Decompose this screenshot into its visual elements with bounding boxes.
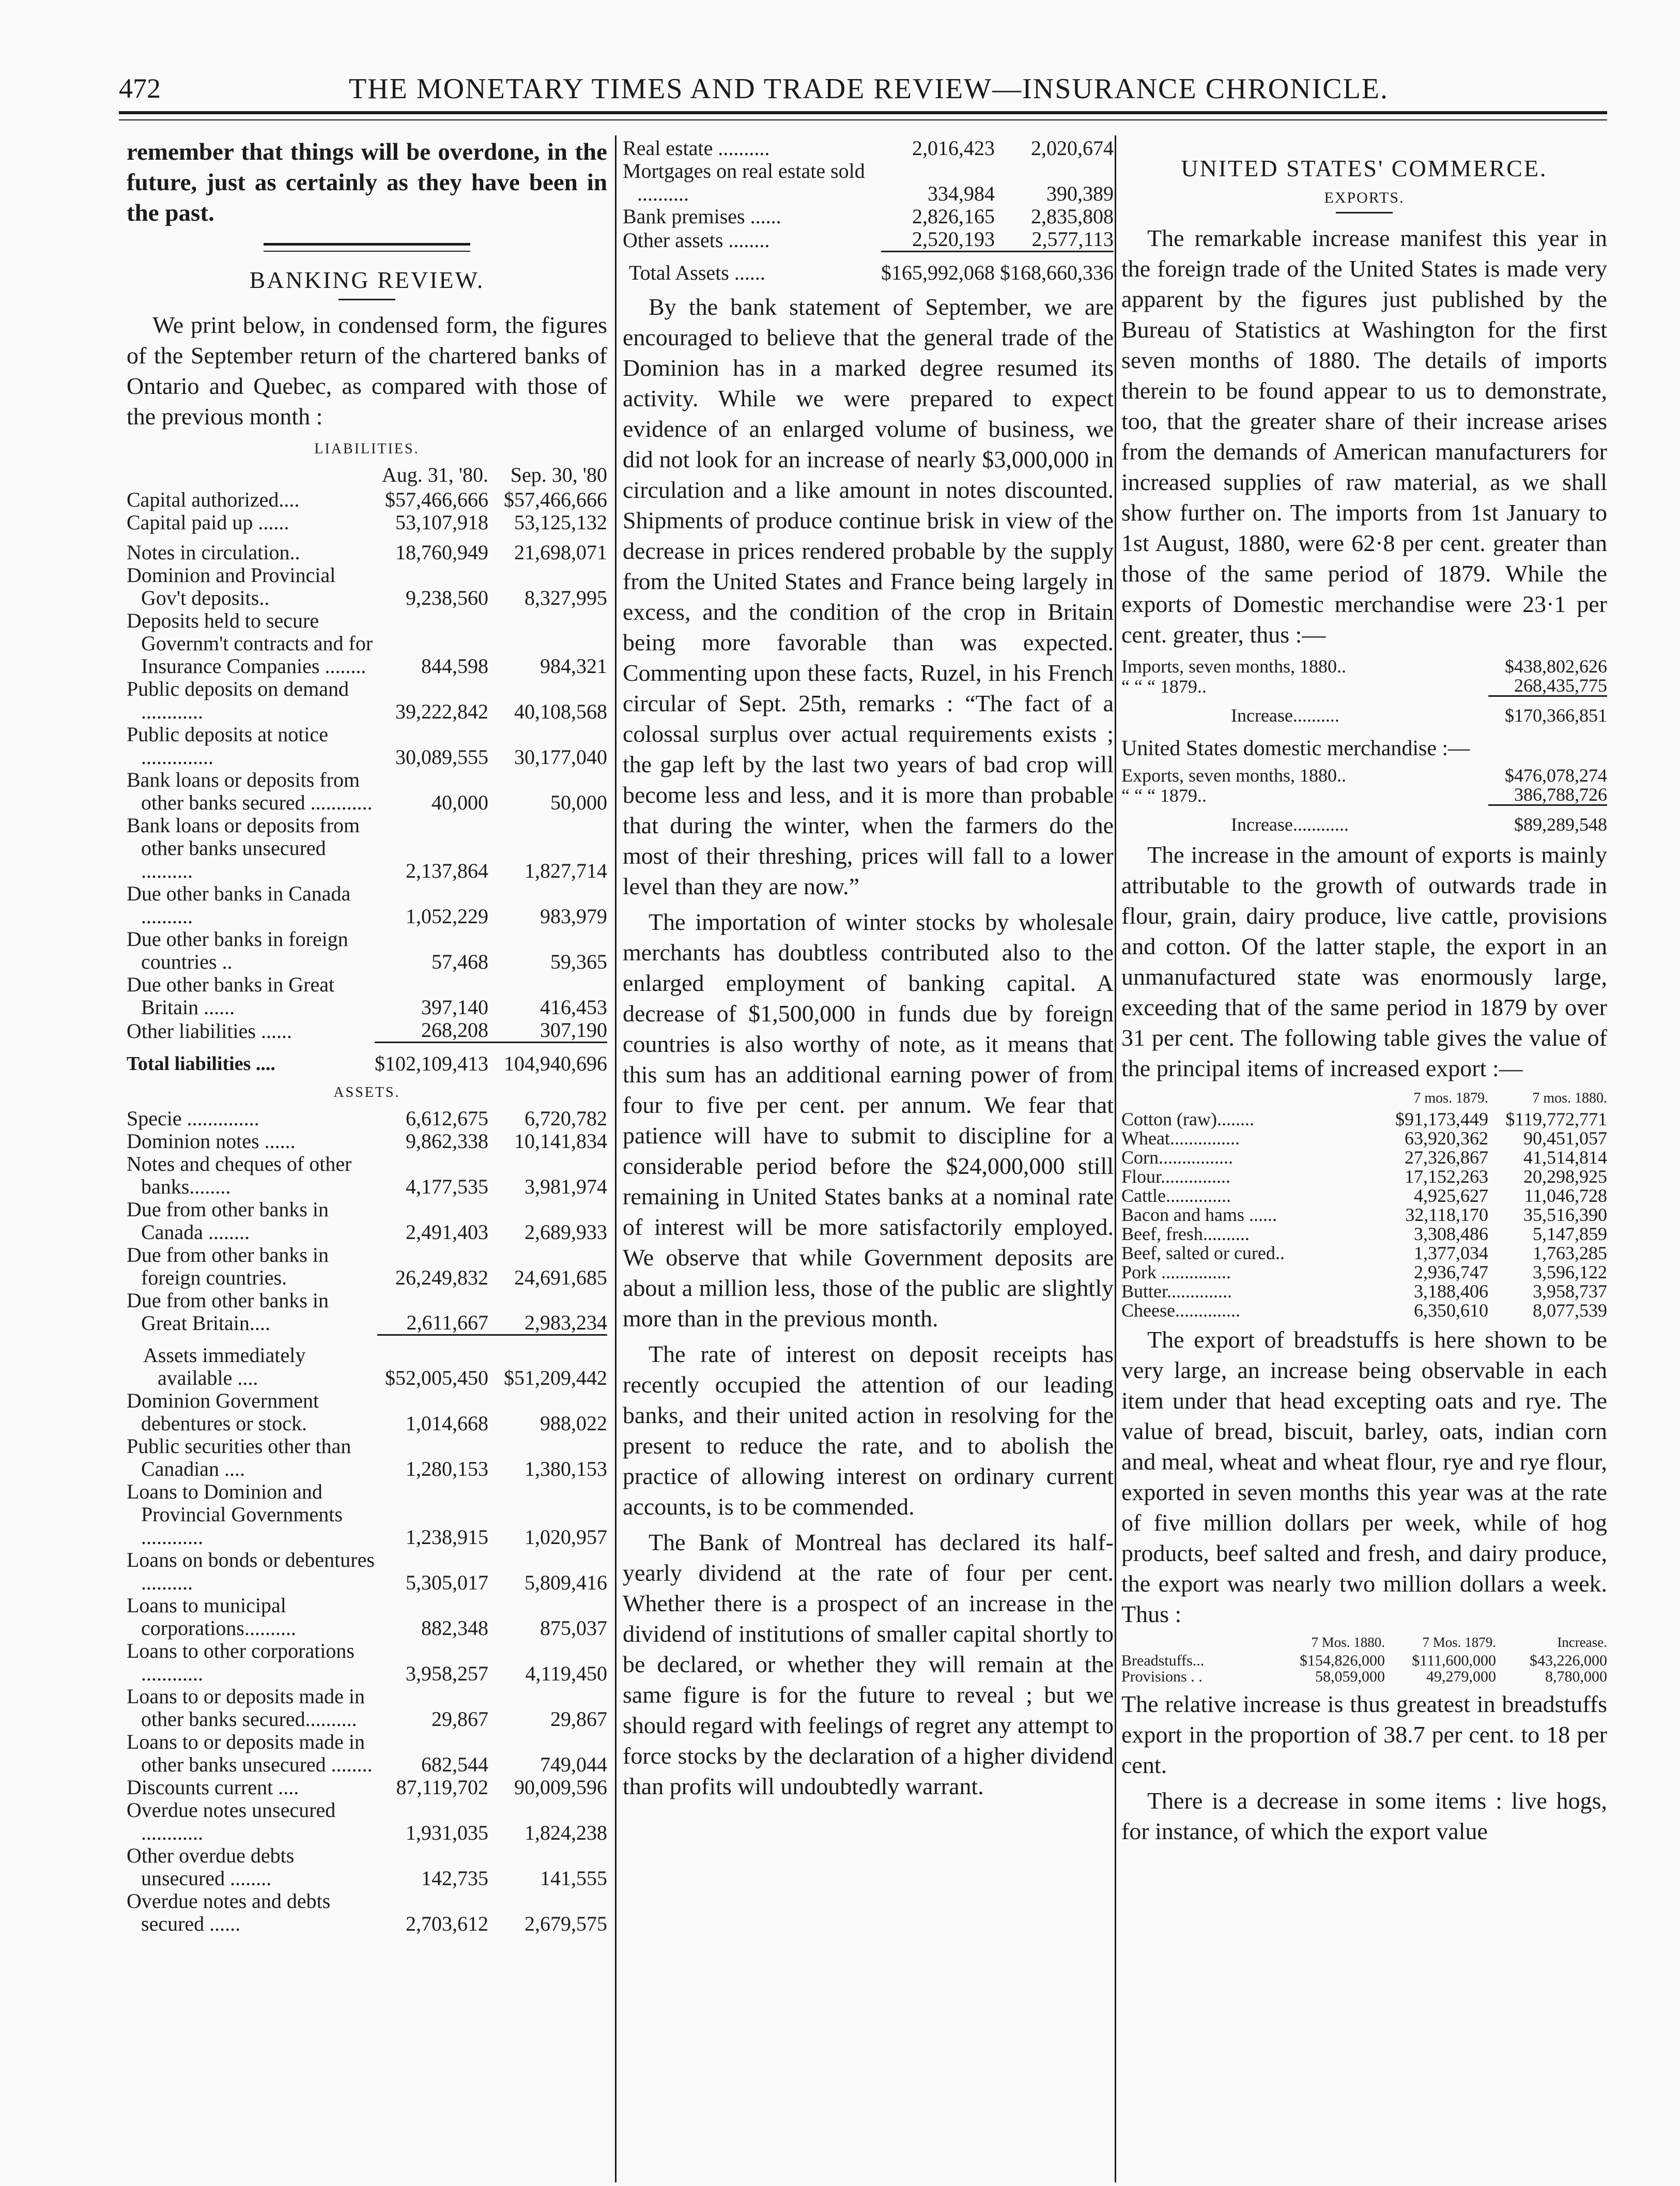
row-value: 8,327,995 (525, 586, 607, 609)
table-row (1121, 1301, 1607, 1320)
column-header: Aug. 31, '80. (381, 463, 488, 486)
row-value: 9,238,560 (406, 586, 488, 609)
row-value: 1,020,957 (525, 1525, 607, 1549)
row-label: Cotton (raw)........ (1121, 1109, 1254, 1129)
table-row (127, 1289, 607, 1335)
row-value: 24,691,685 (514, 1266, 607, 1289)
exports-rows (1121, 766, 1607, 805)
row-value: 2,491,403 (406, 1220, 488, 1244)
row-value: 1,827,714 (525, 859, 607, 882)
column-banking (127, 137, 607, 1935)
table-row (127, 1198, 607, 1244)
row-value: 5,305,017 (406, 1571, 488, 1594)
table-row (127, 511, 607, 534)
row-value: 2,020,674 (1031, 136, 1114, 160)
banking-review-title: BANKING REVIEW. (249, 267, 485, 293)
row-label: Overdue notes unsecured ............ (127, 1798, 336, 1844)
column-header: Increase. (1557, 1634, 1607, 1650)
row-value: 1,238,915 (406, 1525, 488, 1549)
row-value: 2,577,113 (1031, 227, 1114, 251)
row-value: 1,014,668 (406, 1412, 488, 1435)
row-label: Due other banks in foreign countries .. (127, 927, 348, 973)
row-label: Beef, salted or cured.. (1121, 1243, 1285, 1263)
assets-continued-rows (623, 137, 1114, 252)
imports-increase-row (1121, 696, 1607, 726)
table-row (127, 723, 607, 769)
title-dash (338, 299, 395, 300)
table-row (127, 1549, 607, 1594)
exports-table (1121, 766, 1607, 834)
row-label: Other liabilities ...... (127, 1019, 292, 1043)
row-label: Cheese.............. (1121, 1300, 1240, 1321)
column-header: 7 Mos. 1879. (1422, 1634, 1496, 1650)
row-value: 58,059,000 (1315, 1668, 1385, 1685)
title-dash (1336, 212, 1393, 213)
row-value: 141,555 (540, 1867, 607, 1890)
table-row (127, 1685, 607, 1731)
table-row (127, 1153, 607, 1198)
row-value: 21,698,071 (514, 541, 607, 564)
table-row (127, 928, 607, 973)
column-divider (615, 135, 616, 2182)
row-label: Loans to or deposits made in other banks unsecured ........ (127, 1730, 373, 1776)
row-label: Specie .............. (127, 1107, 259, 1130)
row-label: Bank loans or deposits from other banks secured ............ (127, 768, 373, 814)
row-value: 5,809,416 (525, 1571, 607, 1594)
row-label: Due other banks in Canada .......... (127, 882, 351, 928)
row-value: 1,763,285 (1533, 1243, 1607, 1263)
domestic-heading: United States domestic merchandise :— (1121, 737, 1470, 760)
masthead-title: THE MONETARY TIMES AND TRADE REVIEW—INSURANCE CHRONICLE. (349, 73, 1389, 105)
table-row (127, 1640, 607, 1685)
row-value: 3,308,486 (1414, 1224, 1488, 1244)
row-value: 2,137,864 (406, 859, 488, 882)
commentary-paragraph: The rate of interest on deposit receipts has recently occupied the attention of our leading banks, and their united action in resolving for the present to reduce the rate, and to abolish the practice of allowing interest on ordinary current accounts, is to be commended. (623, 1341, 1114, 1520)
table-row (1121, 1110, 1607, 1129)
table-row (127, 609, 607, 678)
table-row (1121, 1167, 1607, 1186)
table-row (127, 882, 607, 928)
row-value: $43,226,000 (1530, 1652, 1607, 1669)
banking-intro: We print below, in condensed form, the figures of the September return of the chartered banks of Ontario and Quebec, as compared with those of the previous month : (127, 312, 607, 430)
table-row (1121, 1148, 1607, 1167)
row-label: Imports, seven months, 1880.. (1121, 656, 1346, 677)
row-value: 26,249,832 (395, 1266, 488, 1289)
row-label: Assets immediately available .... (143, 1343, 306, 1389)
row-label: Total Assets ...... (629, 261, 765, 284)
row-value: 17,152,263 (1405, 1166, 1488, 1187)
commentary-paragraph: The Bank of Montreal has declared its half-yearly dividend at the rate of four per cent. Whether there is a prospect of an increase in the dividend of institutions of smaller capital shortly to be declared, or whether they will remain at the same figure is for the future to reveal ; but we should regard with feelings of regret any attempt to force stocks by the declaration of a higher dividend than profits will undoubtedly warrant. (623, 1529, 1114, 1799)
row-label: Flour............... (1121, 1166, 1231, 1187)
row-value: 2,520,193 (912, 227, 995, 251)
intro-paragraph: remember that things will be overdone, in the future, just as certainly as they have been in the past. (127, 139, 607, 226)
table-row (1121, 676, 1607, 696)
row-value: 307,190 (540, 1018, 607, 1042)
row-value: 749,044 (540, 1753, 607, 1776)
row-value: 142,735 (421, 1867, 488, 1890)
column-us-commerce (1121, 137, 1607, 1852)
column-header: Sep. 30, '80 (510, 463, 607, 486)
header-rule (119, 111, 1607, 114)
commentary-paragraph: The importation of winter stocks by wholesale merchants has doubtless contributed also to the enlarged employment of banking capital. A decrease of $1,500,000 in funds due by foreign countries is also worthy of note, as it means that this sum has an additional earning power of from four to five per cent. per annum. We fear that patience will have to submit to discipline for a considerable period before the $24,000,000 still remaining in United States banks at a nominal rate of interest will be more satisfactorily employed. We observe that while Government deposits are about a million less, those of the public are slightly more than in the previous month. (623, 909, 1114, 1332)
table-row (127, 488, 607, 511)
row-value: 875,037 (540, 1616, 607, 1640)
row-value: 3,958,737 (1533, 1281, 1607, 1302)
row-label: Real estate .......... (623, 136, 770, 160)
table-row (623, 205, 1114, 228)
row-label: Exports, seven months, 1880.. (1121, 765, 1346, 786)
assets-other-rows (127, 1389, 607, 1935)
row-label: Increase............ (1231, 814, 1349, 835)
row-value: 2,689,933 (525, 1220, 607, 1244)
row-value: $111,600,000 (1412, 1652, 1496, 1669)
row-value: 268,208 (421, 1018, 488, 1042)
row-value: $57,466,666 (385, 488, 488, 511)
table-row (127, 1776, 607, 1799)
assets-immediate-row (127, 1335, 607, 1389)
row-value: 416,453 (540, 996, 607, 1019)
table-row (127, 1594, 607, 1640)
row-value: 1,380,153 (525, 1457, 607, 1480)
row-value: 90,009,596 (514, 1776, 607, 1799)
row-value: 3,596,122 (1533, 1262, 1607, 1282)
table-row (127, 973, 607, 1019)
row-label: Public deposits on demand ............ (127, 677, 349, 723)
assets-rows (127, 1107, 607, 1335)
table-row (1121, 657, 1607, 676)
row-value: $51,209,442 (488, 1335, 607, 1389)
liabilities-table (127, 464, 607, 1075)
row-value: 29,867 (431, 1707, 488, 1731)
table-row (1121, 785, 1607, 805)
row-label: Pork ............... (1121, 1262, 1231, 1282)
total-assets-row (623, 252, 1114, 285)
row-label: Due other banks in Great Britain ...... (127, 973, 335, 1019)
exports-increase-row (1121, 805, 1607, 835)
row-value: 49,279,000 (1426, 1668, 1496, 1685)
row-label: Discounts current .... (127, 1776, 299, 1799)
row-value: $165,992,068 (881, 252, 995, 285)
row-value: 9,862,338 (406, 1129, 488, 1153)
row-value: 41,514,814 (1523, 1147, 1607, 1168)
row-value: 29,867 (550, 1707, 607, 1731)
row-value: 30,089,555 (395, 745, 488, 769)
row-value: 5,147,859 (1533, 1224, 1607, 1244)
column-divider (1115, 135, 1116, 2182)
row-value: 63,920,362 (1405, 1128, 1488, 1149)
column-header: 7 mos. 1879. (1413, 1090, 1488, 1106)
row-value: 2,826,165 (912, 205, 995, 228)
row-value: 6,612,675 (406, 1107, 488, 1130)
row-label: Breadstuffs... (1121, 1652, 1205, 1669)
row-value: 682,544 (421, 1753, 488, 1776)
row-label: Overdue notes and debts secured ...... (127, 1889, 331, 1935)
row-value: 3,981,974 (525, 1175, 607, 1198)
row-label: Capital authorized.... (127, 488, 300, 511)
column-commentary (623, 137, 1114, 1807)
row-label: Bank premises ...... (623, 205, 781, 228)
table-row (623, 137, 1114, 160)
row-label: Dominion Government debentures or stock. (127, 1389, 319, 1435)
table-row (1121, 1669, 1607, 1685)
row-value: 844,598 (421, 654, 488, 678)
assets-continued-table (623, 137, 1114, 284)
row-value: 2,835,808 (1031, 205, 1114, 228)
row-value: 87,119,702 (396, 1776, 488, 1799)
row-value: 1,280,153 (406, 1457, 488, 1480)
row-value: 988,022 (540, 1412, 607, 1435)
row-label: Loans to or deposits made in other banks secured.......... (127, 1685, 365, 1731)
row-value: 90,451,057 (1523, 1128, 1607, 1149)
section-ornament (264, 243, 470, 252)
row-label: “ “ “ 1879.. (1121, 676, 1207, 697)
breadstuffs-rows (1121, 1653, 1607, 1685)
row-value: 30,177,040 (514, 745, 607, 769)
row-value: 40,108,568 (514, 700, 607, 723)
row-value: 6,350,610 (1414, 1300, 1488, 1321)
row-value: 2,016,423 (912, 136, 995, 160)
row-label: Dominion and Provincial Gov't deposits.. (127, 563, 336, 609)
total-liabilities-row (127, 1043, 607, 1076)
table-row (623, 228, 1114, 252)
row-value: $91,173,449 (1395, 1109, 1488, 1129)
row-label: Total liabilities .... (127, 1053, 275, 1075)
row-label: Loans to other corporations ............ (127, 1639, 355, 1685)
row-label: Due from other banks in Great Britain.... (127, 1289, 329, 1335)
table-header-row (1121, 1634, 1607, 1653)
commerce-paragraph: There is a decrease in some items : live hogs, for instance, of which the export value (1121, 1787, 1607, 1844)
row-label: Other assets ........ (623, 228, 770, 252)
row-value: 2,983,234 (525, 1310, 607, 1334)
commerce-paragraph: The remarkable increase manifest this year in the foreign trade of the United States is made very apparent by the figures just published by the Bureau of Statistics at Washington for the first seven months of 1880. The details of imports therein to be found appear to us to demonstrate, too, that the greater share of their increase arises from the demands of American manufacturers for increased supplies of raw material, as we shall show further on. The imports from 1st January to 1st August, 1880, were 62·8 per cent. greater than those of the same period of 1879. While the exports of Domestic merchandise were 23·1 per cent. greater, thus :— (1121, 225, 1607, 648)
row-value: $52,005,450 (377, 1335, 488, 1389)
table-row (1121, 1129, 1607, 1148)
row-value: 8,077,539 (1533, 1300, 1607, 1321)
row-value: 10,141,834 (514, 1129, 607, 1153)
row-label: Provisions . . (1121, 1668, 1203, 1685)
row-label: Butter.............. (1121, 1281, 1232, 1302)
row-value: $89,289,548 (1488, 805, 1607, 835)
us-commerce-title: UNITED STATES' COMMERCE. (1181, 155, 1548, 181)
commentary-paragraph: By the bank statement of September, we are encouraged to believe that the general trade of the Dominion has in a marked degree resumed its activity. While we were prepared to expect evidence of an enlarged volume of business, we did not look for an increase of nearly $3,000,000 in circulation and a like amount in notes discounted. Shipments of produce continue brisk in view of the decrease in prices rendered probable by the supply from the United States and France being largely in excess, and the condition of the crop in Britain being more favorable than was expected. Commenting upon these facts, Ruzel, in his French circular of Sept. 25th, remarks : “The fact of a colossal surplus over actual requirements exists ; the gap left by the last two years of bad crop will become less and less, and it is more than probable that during the winter, when the farmers do the most of their threshing, prices will fall to a lower level than they are now.” (623, 294, 1114, 899)
commerce-paragraph: The increase in the amount of exports is mainly attributable to the growth of outwards trade in flour, grain, dairy produce, live cattle, provisions and cotton. Of the latter staple, the export in an unmanufactured state was enormously large, exceeding that of the same period in 1879 by over 31 per cent. The following table gives the value of the principal items of increased export :— (1121, 842, 1607, 1081)
page-number: 472 (119, 73, 161, 104)
row-value: 50,000 (550, 791, 607, 814)
row-value: 59,365 (550, 950, 607, 973)
row-value: 4,119,450 (525, 1662, 607, 1685)
assets-heading: ASSETS. (333, 1084, 400, 1100)
liabilities-rows (127, 488, 607, 1043)
row-label: “ “ “ 1879.. (1121, 785, 1207, 806)
table-row (127, 1244, 607, 1289)
imports-table (1121, 657, 1607, 725)
row-value: 1,052,229 (406, 905, 488, 928)
row-value: 1,931,035 (406, 1821, 488, 1844)
row-value: 882,348 (421, 1616, 488, 1640)
row-value: 4,925,627 (1414, 1185, 1488, 1206)
row-value: 11,046,728 (1524, 1185, 1607, 1206)
row-value: 39,222,842 (395, 700, 488, 723)
row-label: Due from other banks in Canada ........ (127, 1198, 329, 1244)
table-row (1121, 1225, 1607, 1244)
table-row (127, 1107, 607, 1130)
export-items-table (1121, 1089, 1607, 1320)
row-value: $119,772,771 (1505, 1109, 1607, 1129)
row-label: Dominion notes ...... (127, 1129, 296, 1153)
row-value: 4,177,535 (406, 1175, 488, 1198)
table-row (1121, 1282, 1607, 1301)
row-label: Other overdue debts unsecured ........ (127, 1844, 295, 1890)
row-value: 983,979 (540, 905, 607, 928)
table-row (127, 1130, 607, 1153)
table-row (127, 1844, 607, 1890)
row-label: Capital paid up ...... (127, 511, 289, 534)
row-label: Wheat............... (1121, 1128, 1240, 1149)
table-row (623, 160, 1114, 205)
row-label: Beef, fresh.......... (1121, 1224, 1250, 1244)
header-rule-thin (119, 119, 1607, 120)
row-value: 2,679,575 (525, 1912, 607, 1935)
table-row (127, 769, 607, 814)
row-value: 1,377,034 (1414, 1243, 1488, 1263)
table-row (127, 564, 607, 609)
row-value: 2,611,667 (406, 1310, 488, 1334)
row-label: Due from other banks in foreign countries. (127, 1243, 329, 1289)
imports-rows (1121, 657, 1607, 696)
row-label: Increase.......... (1231, 705, 1339, 726)
row-value: 18,760,949 (395, 541, 488, 564)
row-label: Public deposits at notice .............. (127, 723, 328, 769)
table-row (127, 1480, 607, 1549)
row-value: $476,078,274 (1505, 765, 1607, 786)
column-header: 7 Mos. 1880. (1311, 1634, 1385, 1650)
row-label: Mortgages on real estate sold .......... (623, 159, 865, 205)
export-items-rows (1121, 1110, 1607, 1320)
table-row (127, 1890, 607, 1935)
row-label: Loans on bonds or debentures .......... (127, 1548, 375, 1594)
column-header: 7 mos. 1880. (1532, 1090, 1607, 1106)
table-row (1121, 1653, 1607, 1669)
table-row (127, 1019, 607, 1043)
table-row (127, 1731, 607, 1776)
row-value: 386,788,726 (1514, 784, 1607, 805)
row-value: 40,000 (431, 791, 488, 814)
table-row (127, 1389, 607, 1435)
row-value: $170,366,851 (1488, 696, 1607, 726)
row-value: 20,298,925 (1523, 1166, 1607, 1187)
row-value: $438,802,626 (1505, 656, 1607, 677)
table-row (127, 814, 607, 882)
row-label: Notes in circulation.. (127, 541, 300, 564)
commerce-paragraph: The relative increase is thus greatest in breadstuffs export in the proportion of 38.7 per cent. to 18 per cent. (1121, 1691, 1607, 1778)
row-value: 53,125,132 (514, 511, 607, 534)
table-row (1121, 766, 1607, 785)
row-value: 8,780,000 (1545, 1668, 1607, 1685)
row-value: 27,326,867 (1405, 1147, 1488, 1168)
row-value: $102,109,413 (375, 1043, 488, 1076)
row-label: Loans to Dominion and Provincial Governments ............ (127, 1480, 343, 1549)
row-value: 397,140 (421, 996, 488, 1019)
row-label: Loans to municipal corporations.......... (127, 1594, 296, 1640)
exports-subtitle: EXPORTS. (1324, 189, 1405, 206)
row-label: Bank loans or deposits from other banks unsecured .......... (127, 814, 360, 882)
row-label: Notes and cheques of other banks........ (127, 1152, 352, 1198)
row-value: 2,936,747 (1414, 1262, 1488, 1282)
row-value: 53,107,918 (395, 511, 488, 534)
row-value: $168,660,336 (995, 252, 1114, 285)
row-value: $154,826,000 (1300, 1652, 1385, 1669)
row-value: 390,389 (1046, 182, 1114, 205)
row-value: 32,118,170 (1405, 1204, 1488, 1225)
table-row (127, 534, 607, 564)
table-row (127, 678, 607, 723)
row-label: Deposits held to secure Governm't contracts and for Insurance Companies ........ (127, 609, 373, 678)
row-value: 3,958,257 (406, 1662, 488, 1685)
row-value: 1,824,238 (525, 1821, 607, 1844)
table-row (127, 1435, 607, 1480)
row-value: 6,720,782 (525, 1107, 607, 1130)
breadstuffs-table (1121, 1634, 1607, 1685)
row-value: 3,188,406 (1414, 1281, 1488, 1302)
liabilities-heading: LIABILITIES. (314, 441, 420, 457)
commerce-paragraph: The export of breadstuffs is here shown to be very large, an increase being observable in each item under that head excepting oats and rye. The value of bread, biscuit, barley, oats, indian corn and meal, wheat and wheat flour, rye and rye flour, exported in seven months this year was at the rate of five million dollars per week, while of hog products, beef salted and fresh, and dairy produce, the export was nearly two million dollars a week. Thus : (1121, 1326, 1607, 1627)
row-label: Corn................ (1121, 1147, 1233, 1168)
row-value: 2,703,612 (406, 1912, 488, 1935)
table-row (1121, 1205, 1607, 1225)
row-label: Bacon and hams ...... (1121, 1204, 1277, 1225)
table-header-row (1121, 1089, 1607, 1110)
table-row (1121, 1186, 1607, 1205)
row-label: Public securities other than Canadian .... (127, 1434, 351, 1480)
table-header-row (127, 464, 607, 488)
row-value: 334,984 (928, 182, 995, 205)
assets-table (127, 1107, 607, 1935)
row-value: 104,940,696 (488, 1043, 607, 1076)
page-header (119, 72, 1617, 109)
table-row (1121, 1244, 1607, 1263)
table-row (127, 1799, 607, 1844)
row-value: 984,321 (540, 654, 607, 678)
row-label: Cattle.............. (1121, 1185, 1231, 1206)
table-row (1121, 1263, 1607, 1282)
row-value: $57,466,666 (504, 488, 607, 511)
row-value: 35,516,390 (1523, 1204, 1607, 1225)
row-value: 268,435,775 (1514, 675, 1607, 696)
row-value: 57,468 (431, 950, 488, 973)
